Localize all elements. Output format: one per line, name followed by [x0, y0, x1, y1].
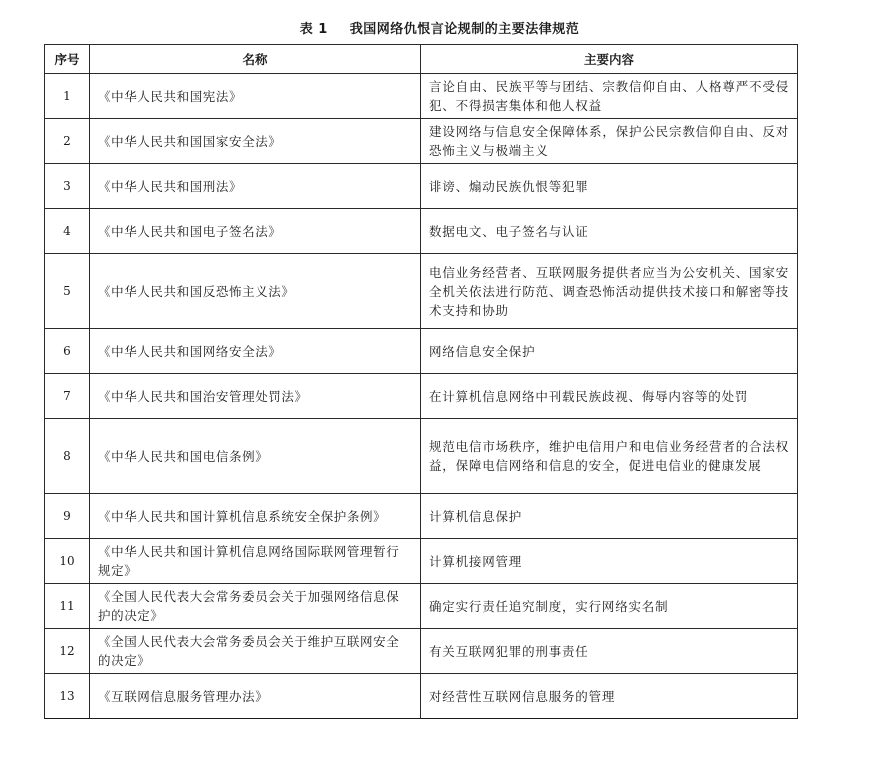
row-name: 《中华人民共和国宪法》: [90, 74, 421, 119]
row-content: 计算机接网管理: [421, 539, 798, 584]
row-no: 10: [45, 539, 90, 584]
row-name: 《中华人民共和国计算机信息系统安全保护条例》: [90, 494, 421, 539]
table-row: [45, 164, 798, 209]
row-content: 言论自由、民族平等与团结、宗教信仰自由、人格尊严不受侵犯、不得损害集体和他人权益: [421, 74, 798, 119]
row-content: 对经营性互联网信息服务的管理: [421, 674, 798, 719]
row-name: 《中华人民共和国电子签名法》: [90, 209, 421, 254]
row-name: 《全国人民代表大会常务委员会关于加强网络信息保护的决定》: [90, 584, 421, 629]
row-no: 8: [45, 419, 90, 494]
row-no: 2: [45, 119, 90, 164]
law-table: [44, 44, 798, 719]
row-no: 9: [45, 494, 90, 539]
table-row: [45, 629, 798, 674]
row-name: 《全国人民代表大会常务委员会关于维护互联网安全的决定》: [90, 629, 421, 674]
header-content: 主要内容: [421, 45, 798, 74]
row-name: 《中华人民共和国国家安全法》: [90, 119, 421, 164]
header-name: 名称: [90, 45, 421, 74]
table-row: [45, 119, 798, 164]
table-title: 我国网络仇恨言论规制的主要法律规范: [349, 22, 580, 37]
table-caption: [0, 18, 879, 37]
table-row: [45, 584, 798, 629]
row-no: 11: [45, 584, 90, 629]
row-content: 有关互联网犯罪的刑事责任: [421, 629, 798, 674]
row-name: 《中华人民共和国计算机信息网络国际联网管理暂行规定》: [90, 539, 421, 584]
table-row: [45, 674, 798, 719]
row-name: 《中华人民共和国电信条例》: [90, 419, 421, 494]
table-row: [45, 74, 798, 119]
table-row: [45, 329, 798, 374]
row-content: 电信业务经营者、互联网服务提供者应当为公安机关、国家安全机关依法进行防范、调查恐怖活动提供技术接口和解密等技术支持和协助: [421, 254, 798, 329]
row-no: 1: [45, 74, 90, 119]
row-no: 6: [45, 329, 90, 374]
row-no: 4: [45, 209, 90, 254]
table-row: [45, 419, 798, 494]
row-name: 《中华人民共和国反恐怖主义法》: [90, 254, 421, 329]
table-row: [45, 494, 798, 539]
table-row: [45, 539, 798, 584]
row-no: 12: [45, 629, 90, 674]
row-content: 数据电文、电子签名与认证: [421, 209, 798, 254]
table-row: [45, 209, 798, 254]
row-name: 《中华人民共和国网络安全法》: [90, 329, 421, 374]
row-content: 网络信息安全保护: [421, 329, 798, 374]
row-no: 13: [45, 674, 90, 719]
header-row: [45, 45, 798, 74]
row-content: 诽谤、煽动民族仇恨等犯罪: [421, 164, 798, 209]
row-no: 3: [45, 164, 90, 209]
row-content: 规范电信市场秩序，维护电信用户和电信业务经营者的合法权益，保障电信网络和信息的安全，促进电信业的健康发展: [421, 419, 798, 494]
row-name: 《中华人民共和国治安管理处罚法》: [90, 374, 421, 419]
header-no: 序号: [45, 45, 90, 74]
row-content: 建设网络与信息安全保障体系，保护公民宗教信仰自由、反对恐怖主义与极端主义: [421, 119, 798, 164]
row-content: 在计算机信息网络中刊载民族歧视、侮辱内容等的处罚: [421, 374, 798, 419]
table-row: [45, 254, 798, 329]
row-no: 7: [45, 374, 90, 419]
row-name: 《互联网信息服务管理办法》: [90, 674, 421, 719]
row-name: 《中华人民共和国刑法》: [90, 164, 421, 209]
table-number: 表 1: [299, 22, 328, 37]
row-no: 5: [45, 254, 90, 329]
row-content: 确定实行责任追究制度，实行网络实名制: [421, 584, 798, 629]
table-row: [45, 374, 798, 419]
row-content: 计算机信息保护: [421, 494, 798, 539]
